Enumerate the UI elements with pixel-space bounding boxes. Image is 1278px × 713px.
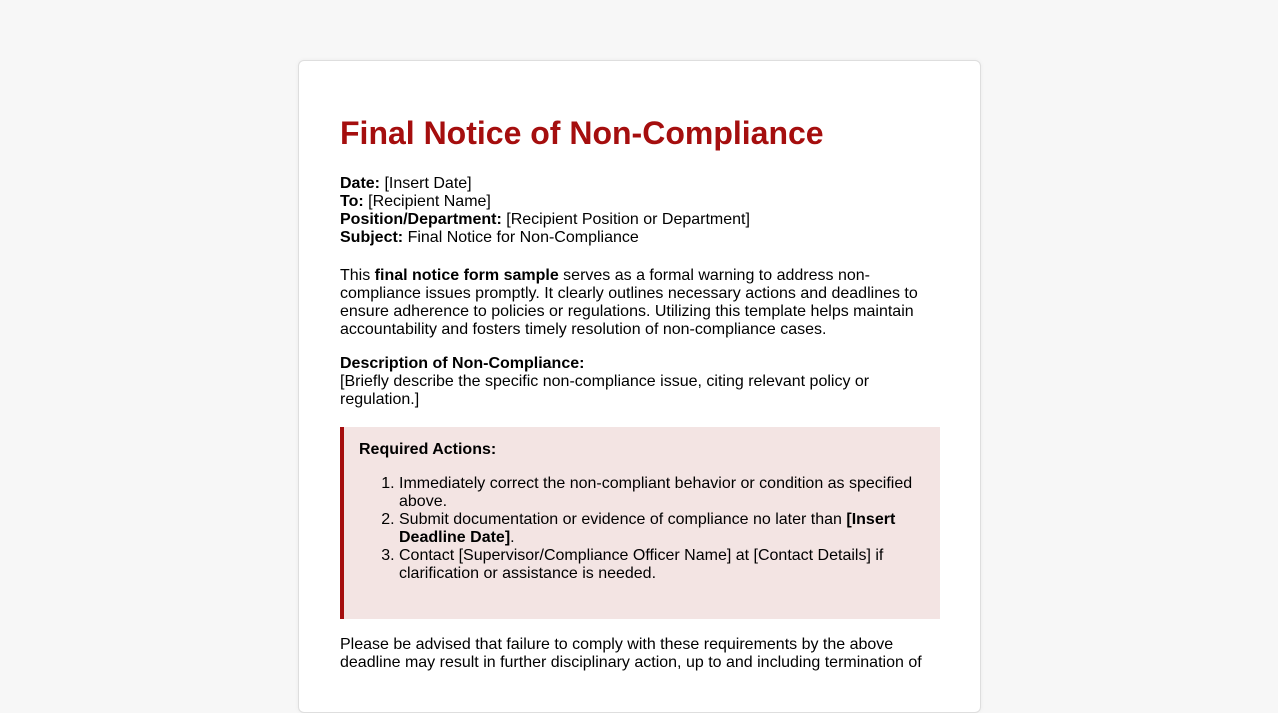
- action-item-text: Immediately correct the non-compliant behavior or condition as specified above.: [399, 475, 913, 510]
- action-item: [399, 475, 920, 511]
- required-actions-heading: Required Actions:: [359, 441, 497, 458]
- intro-prefix: This: [340, 267, 375, 284]
- intro-paragraph: [340, 267, 940, 339]
- meta-to: [340, 193, 940, 211]
- meta-date: [340, 175, 940, 193]
- action-item-after: .: [510, 529, 515, 546]
- action-item-text: Submit documentation or evidence of compliance no later than: [399, 511, 847, 528]
- notice-card: [298, 60, 981, 713]
- description-section: [340, 355, 940, 409]
- intro-bold: final notice form sample: [374, 267, 559, 284]
- action-item-text: Contact [Supervisor/Compliance Officer Name] at [Contact Details] if clarification or assistance is needed.: [399, 547, 884, 582]
- meta-date-label: Date:: [340, 175, 381, 192]
- description-text: [Briefly describe the specific non-compliance issue, citing relevant policy or regulation.]: [340, 373, 870, 408]
- page-title: Final Notice of Non-Compliance: [340, 115, 824, 151]
- meta-subject-label: Subject:: [340, 229, 404, 246]
- action-item: [399, 547, 920, 583]
- meta-subject-value: Final Notice for Non-Compliance: [407, 229, 639, 246]
- description-heading: Description of Non-Compliance:: [340, 355, 585, 372]
- meta-position-label: Position/Department:: [340, 211, 502, 228]
- meta-position-value: [Recipient Position or Department]: [506, 211, 750, 228]
- meta-to-label: To:: [340, 193, 364, 210]
- meta-to-value: [Recipient Name]: [368, 193, 491, 210]
- required-actions-list: [359, 475, 920, 583]
- meta-subject: [340, 229, 940, 247]
- meta-position: [340, 211, 940, 229]
- intro-suffix: serves as a formal warning to address non-compliance issues promptly. It clearly outlines necessary actions and deadlines to ensure adherence to policies or regulations. Utilizing this template helps maintain accountability and fosters timely resolution of non-compliance cases.: [340, 267, 918, 338]
- notice-meta: [340, 175, 940, 247]
- closing-paragraph: Please be advised that failure to comply with these requirements by the above deadline may result in further disciplinary action, up to and including termination of: [340, 636, 922, 671]
- meta-date-value: [Insert Date]: [384, 175, 472, 192]
- required-actions-box: [340, 427, 940, 619]
- action-item-deadline: [Insert Deadline Date]: [399, 511, 896, 546]
- action-item: [399, 511, 920, 547]
